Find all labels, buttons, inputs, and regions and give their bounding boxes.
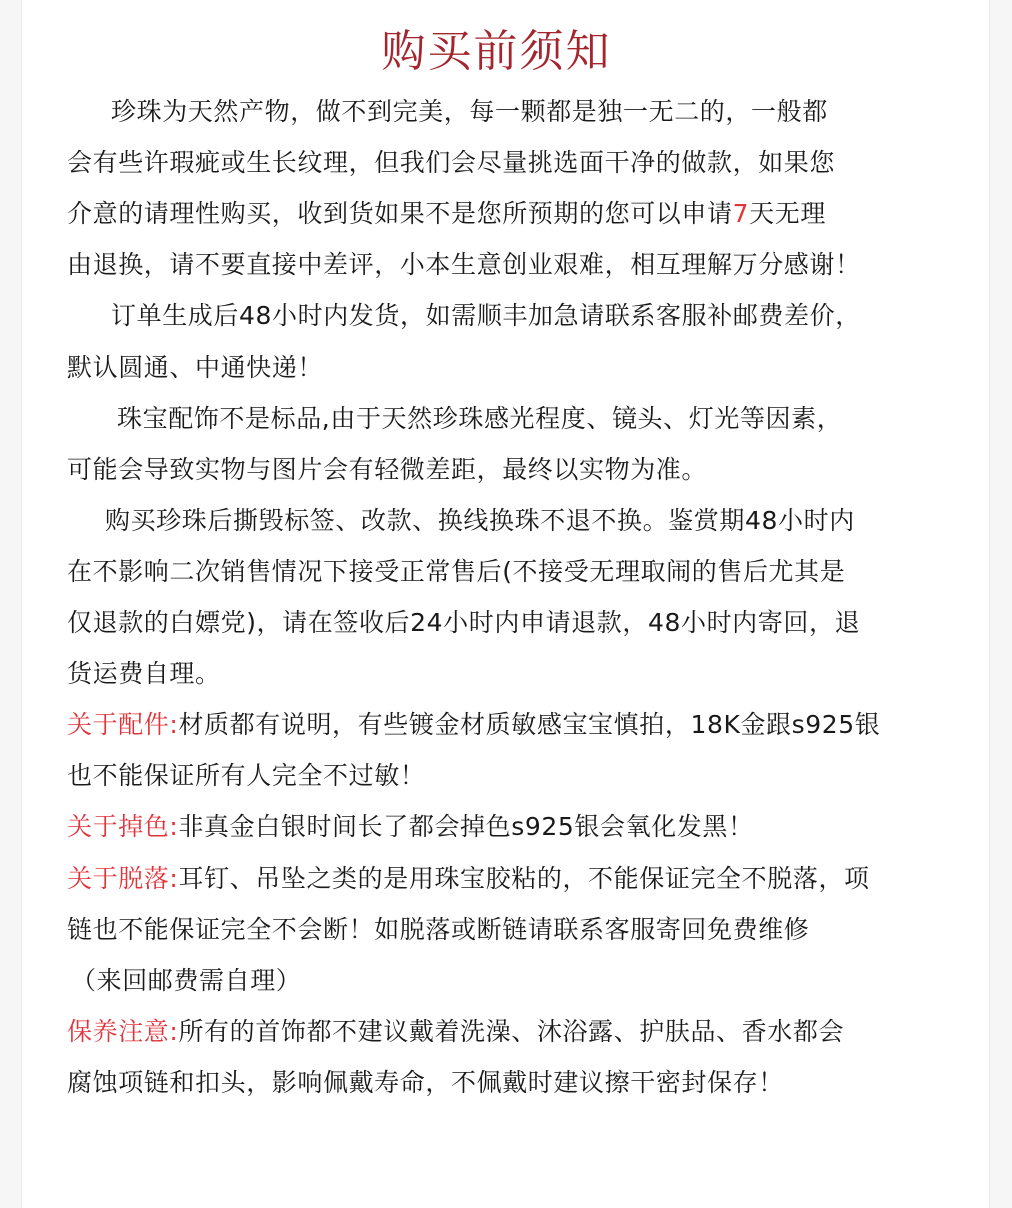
notice-line [117,399,842,439]
line-text: 会有些许瑕疵或生长纹理，但我们会尽量挑选面干净的做款，如果您 [67,148,836,178]
notice-line [71,961,301,1001]
notice-line [67,143,835,183]
notice-line [67,654,221,694]
notice-line [111,296,861,336]
line-text: 非真金白银时间长了都会掉色s925银会氧化发黑！ [178,812,754,842]
notice-line [67,705,880,745]
line-text: 可能会导致实物与图片会有轻微差距，最终以实物为准。 [67,454,708,484]
highlight-label: 关于掉色: [67,812,179,842]
notice-line [67,552,845,592]
notice-line [67,859,870,899]
line-text: 购买珍珠后撕毁标签、改款、换线换珠不退不换。鉴赏期48小时内 [105,505,855,535]
line-text: 腐蚀项链和扣头，影响佩戴寿命，不佩戴时建议擦干密封保存！ [67,1067,784,1097]
line-text: 货运费自理。 [67,659,221,689]
notice-panel [21,0,990,1208]
notice-line [67,756,425,796]
line-text: 天无理 [749,199,826,229]
line-text: 珍珠为天然产物，做不到完美，每一颗都是独一无二的，一般都 [111,97,828,126]
line-text: 默认圆通、中通快递！ [67,352,324,382]
notice-line [105,501,855,541]
highlight-label: 保养注意: [67,1016,179,1046]
line-text: 耳钉、吊坠之类的是用珠宝胶粘的，不能保证完全不脱落，项 [178,863,870,893]
highlight-label: 7 [732,199,750,229]
line-text: 也不能保证所有人完全不过敏！ [67,761,426,791]
line-text: 由退换，请不要直接中差评，小本生意创业艰难，相互理解万分感谢！ [67,250,861,280]
highlight-label: 关于配件: [67,710,179,740]
line-text: （来回邮费需自理） [71,965,302,995]
notice-line [67,194,826,234]
notice-line [67,348,323,388]
notice-line [67,603,860,643]
notice-line [67,1063,784,1103]
line-text: 珠宝配饰不是标品,由于天然珍珠感光程度、镜头、灯光等因素， [117,403,843,433]
line-text: 仅退款的白嫖党)，请在签收后24小时内申请退款，48小时内寄回，退 [67,608,861,637]
line-text: 链也不能保证完全不会断！如脱落或断链请联系客服寄回免费维修 [67,914,810,944]
notice-line [67,1012,844,1052]
notice-line [111,92,828,132]
line-text: 订单生成后48小时内发货，如需顺丰加急请联系客服补邮费差价， [111,301,861,331]
notice-line [67,910,809,950]
notice-line [67,807,754,847]
line-text: 所有的首饰都不建议戴着洗澡、沐浴露、护肤品、香水都会 [178,1016,845,1046]
notice-line [67,450,707,490]
line-text: 在不影响二次销售情况下接受正常售后(不接受无理取闹的售后尤其是 [67,556,846,586]
line-text: 介意的请理性购买，收到货如果不是您所预期的您可以申请 [67,199,733,229]
highlight-label: 关于脱落: [67,863,179,893]
notice-line [67,245,861,285]
page-title: 购买前须知 [381,26,612,77]
line-text: 材质都有说明，有些镀金材质敏感宝宝慎拍，18K金跟s925银 [178,710,881,740]
